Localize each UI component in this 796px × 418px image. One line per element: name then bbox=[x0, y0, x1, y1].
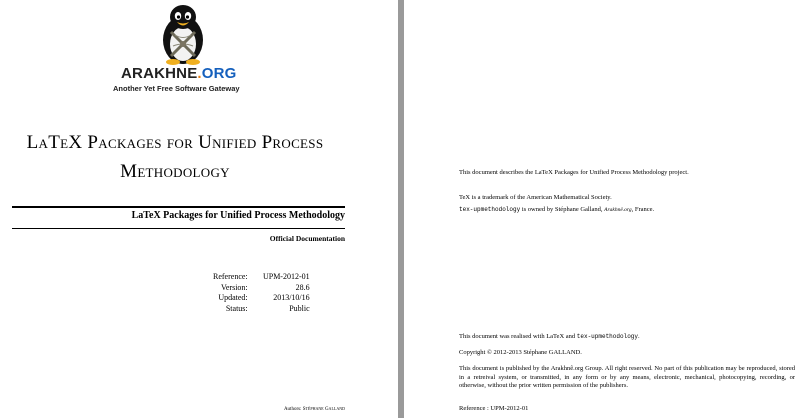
title-rule-top bbox=[12, 206, 345, 208]
ownership-line: tex-upmethodology is owned by Stéphane Galland, Arakhnê.org, France. bbox=[459, 206, 655, 213]
description-line: This document describes the LaTeX Packages for Unified Process Methodology project. bbox=[459, 169, 689, 176]
penguin-logo-icon bbox=[151, 2, 215, 66]
logo-wordmark: ARAKHNE.ORG bbox=[121, 65, 237, 82]
page-title-line-1: LaTeX Packages for Unified Process bbox=[26, 132, 324, 153]
page-title bbox=[20, 128, 330, 186]
authors-line: Authors: Stéphane Galland bbox=[283, 407, 345, 412]
page-title-line-2: Methodology bbox=[120, 161, 230, 182]
meta-row-version: Version: 28.6 bbox=[220, 282, 310, 292]
meta-row-reference: Reference: UPM-2012-01 bbox=[213, 272, 310, 281]
meta-row-updated: Updated: 2013/10/16 bbox=[218, 293, 310, 302]
logo-tagline: Another Yet Free Software Gateway bbox=[113, 84, 240, 93]
trademark-line: TeX is a trademark of the American Mathematical Society. bbox=[459, 194, 612, 201]
reference-line: Reference : UPM-2012-01 bbox=[459, 405, 529, 412]
document-title: LaTeX Packages for Unified Process Methodology bbox=[131, 210, 345, 221]
document-subtitle: Official Documentation bbox=[269, 234, 345, 243]
metadata-table bbox=[213, 272, 310, 314]
realised-line: This document was realised with LaTeX and tex-upmethodology. bbox=[459, 333, 640, 340]
rights-paragraph: This document is published by the Arakhnê.org Group. All right reserved. No part of this publication may be reproduced, stored in a retreival system, or transmitted, in any form or by any means, electronic, mechanical, photocopying, recording, or otherwise, without the prior written permission of the publishers. bbox=[459, 365, 795, 389]
meta-row-status: Status: Public bbox=[225, 303, 310, 313]
copyright-line: Copyright © 2012-2013 Stéphane GALLAND. bbox=[459, 349, 582, 356]
title-rule-bottom bbox=[12, 228, 345, 229]
copyright-page bbox=[404, 0, 796, 418]
